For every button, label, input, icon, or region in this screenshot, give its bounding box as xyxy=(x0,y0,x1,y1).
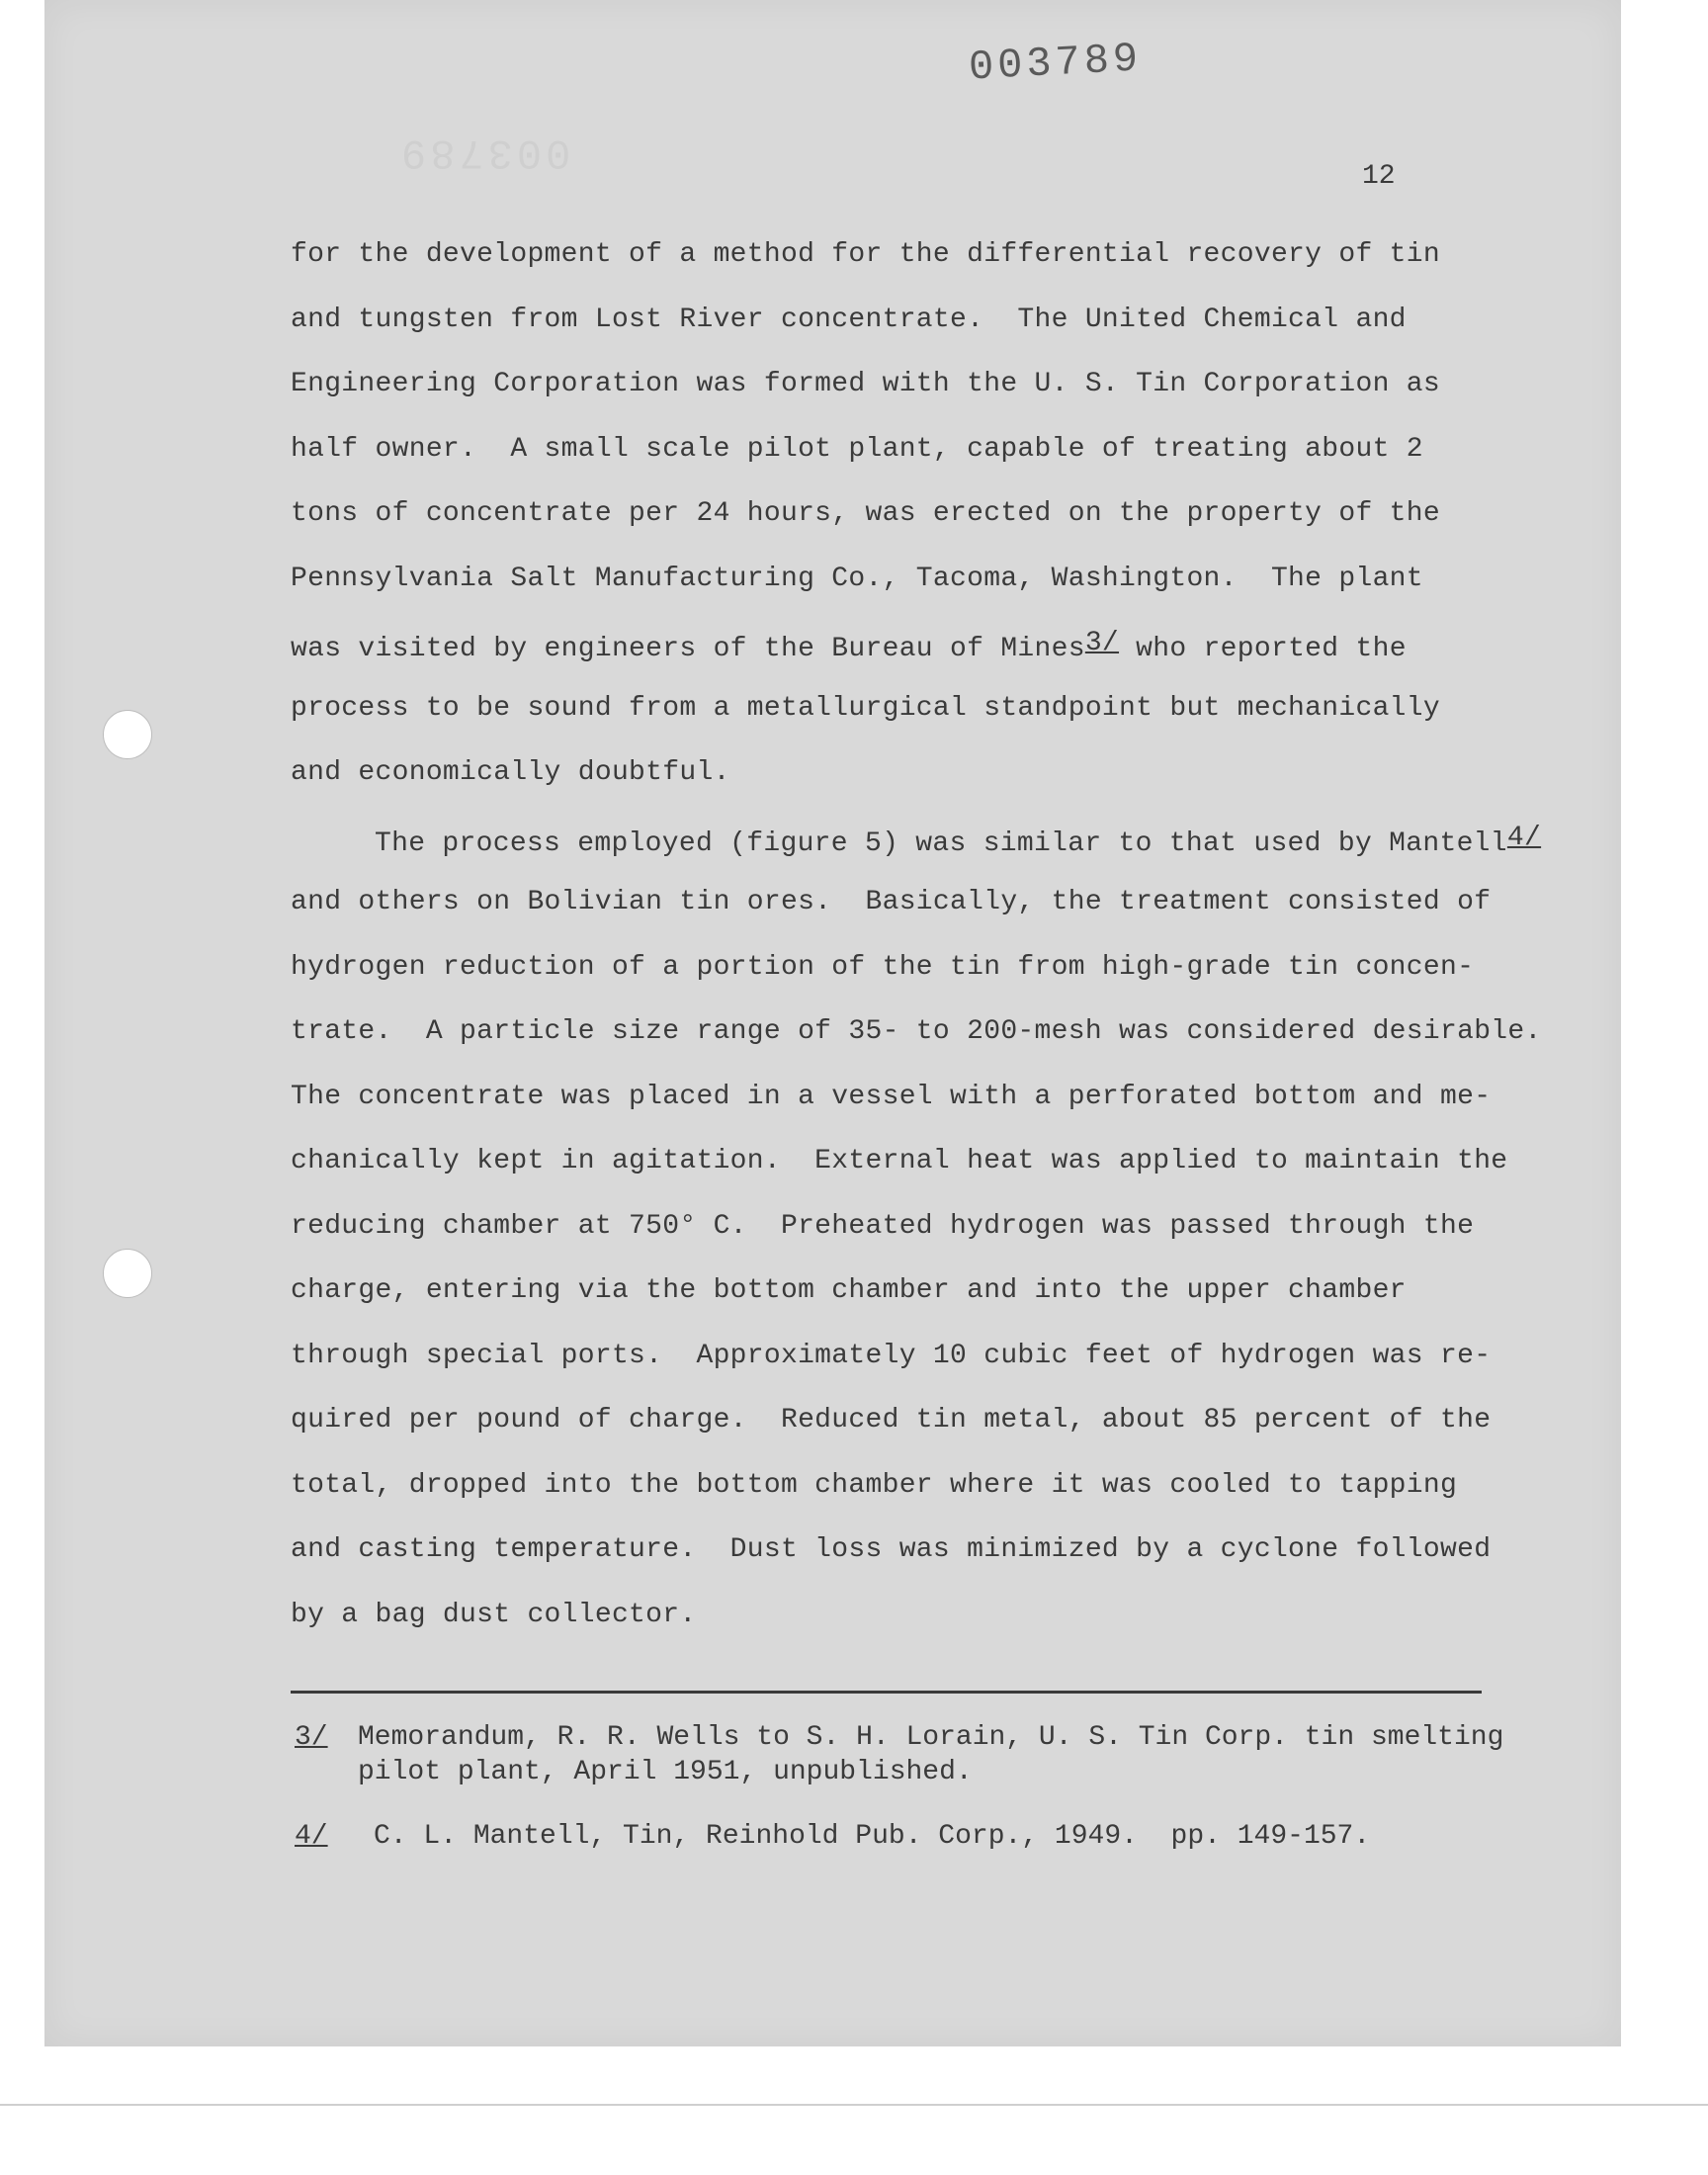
text-line: and casting temperature. Dust loss was minimized by a cyclone followed xyxy=(291,1534,1492,1565)
footnotes xyxy=(295,1720,1510,1883)
scan-edge-line xyxy=(0,2104,1708,2106)
text-line: and others on Bolivian tin ores. Basically, the treatment consisted of xyxy=(291,887,1492,917)
footnote-separator xyxy=(291,1691,1482,1694)
footnote-text: C. L. Mantell, Tin, Reinhold Pub. Corp., 1949. pp. 149-157. xyxy=(374,1821,1371,1852)
text-line: total, dropped into the bottom chamber where it was cooled to tapping xyxy=(291,1469,1458,1501)
text-line: Engineering Corporation was formed with the U. S. Tin Corporation as xyxy=(291,369,1440,399)
footnote-reference: 3/ xyxy=(1084,628,1120,658)
footnote-text: pilot plant, April 1951, unpublished. xyxy=(358,1757,973,1787)
scan-margin xyxy=(0,2046,1708,2175)
punch-hole xyxy=(103,1249,152,1298)
footnote-text: Memorandum, R. R. Wells to S. H. Lorain, U. S. Tin Corp. tin smelting xyxy=(358,1722,1504,1753)
text-line: quired per pound of charge. Reduced tin metal, about 85 percent of the xyxy=(291,1405,1492,1436)
text-fragment: The process employed (figure 5) was similar to that used by Mantell xyxy=(375,827,1507,859)
text-line: chanically kept in agitation. External heat was applied to maintain the xyxy=(291,1146,1508,1176)
text-fragment: who reported the xyxy=(1119,634,1407,664)
text-line: half owner. A small scale pilot plant, capable of treating about 2 xyxy=(291,433,1423,465)
text-line: Pennsylvania Salt Manufacturing Co., Tacoma, Washington. The plant xyxy=(291,563,1423,594)
text-line xyxy=(291,806,1542,871)
text-line: The concentrate was placed in a vessel with a perforated bottom and me- xyxy=(291,1081,1492,1112)
text-line xyxy=(291,611,1506,676)
footnote-3 xyxy=(295,1720,1510,1789)
footnote-mark: 4/ xyxy=(295,1821,328,1852)
page-number: 12 xyxy=(1362,161,1396,192)
text-line: and economically doubtful. xyxy=(291,757,730,788)
text-line: for the development of a method for the differential recovery of tin xyxy=(291,239,1440,270)
text-line: tons of concentrate per 24 hours, was erected on the property of the xyxy=(291,498,1440,529)
text-line: process to be sound from a metallurgical standpoint but mechanically xyxy=(291,692,1440,724)
text-line: charge, entering via the bottom chamber and into the upper chamber xyxy=(291,1275,1407,1306)
text-line: reducing chamber at 750° C. Preheated hydrogen was passed through the xyxy=(291,1210,1475,1242)
footnote-reference: 4/ xyxy=(1506,822,1542,853)
text-line: by a bag dust collector. xyxy=(291,1599,697,1630)
text-line: through special ports. Approximately 10 cubic feet of hydrogen was re- xyxy=(291,1340,1492,1371)
text-fragment: was visited by engineers of the Bureau of Mines xyxy=(291,634,1085,664)
punch-hole xyxy=(103,710,152,759)
text-line: trate. A particle size range of 35- to 200-mesh was considered desirable. xyxy=(291,1016,1542,1047)
text-line: hydrogen reduction of a portion of the tin from high-grade tin concen- xyxy=(291,951,1475,983)
footnote-4 xyxy=(295,1819,1510,1854)
text-line: and tungsten from Lost River concentrate. The United Chemical and xyxy=(291,304,1407,335)
body-text xyxy=(291,222,1542,1647)
document-stamp-number: 003789 xyxy=(967,35,1144,92)
footnote-mark: 3/ xyxy=(295,1722,328,1753)
bleed-through-stamp: 003789 xyxy=(397,129,571,176)
